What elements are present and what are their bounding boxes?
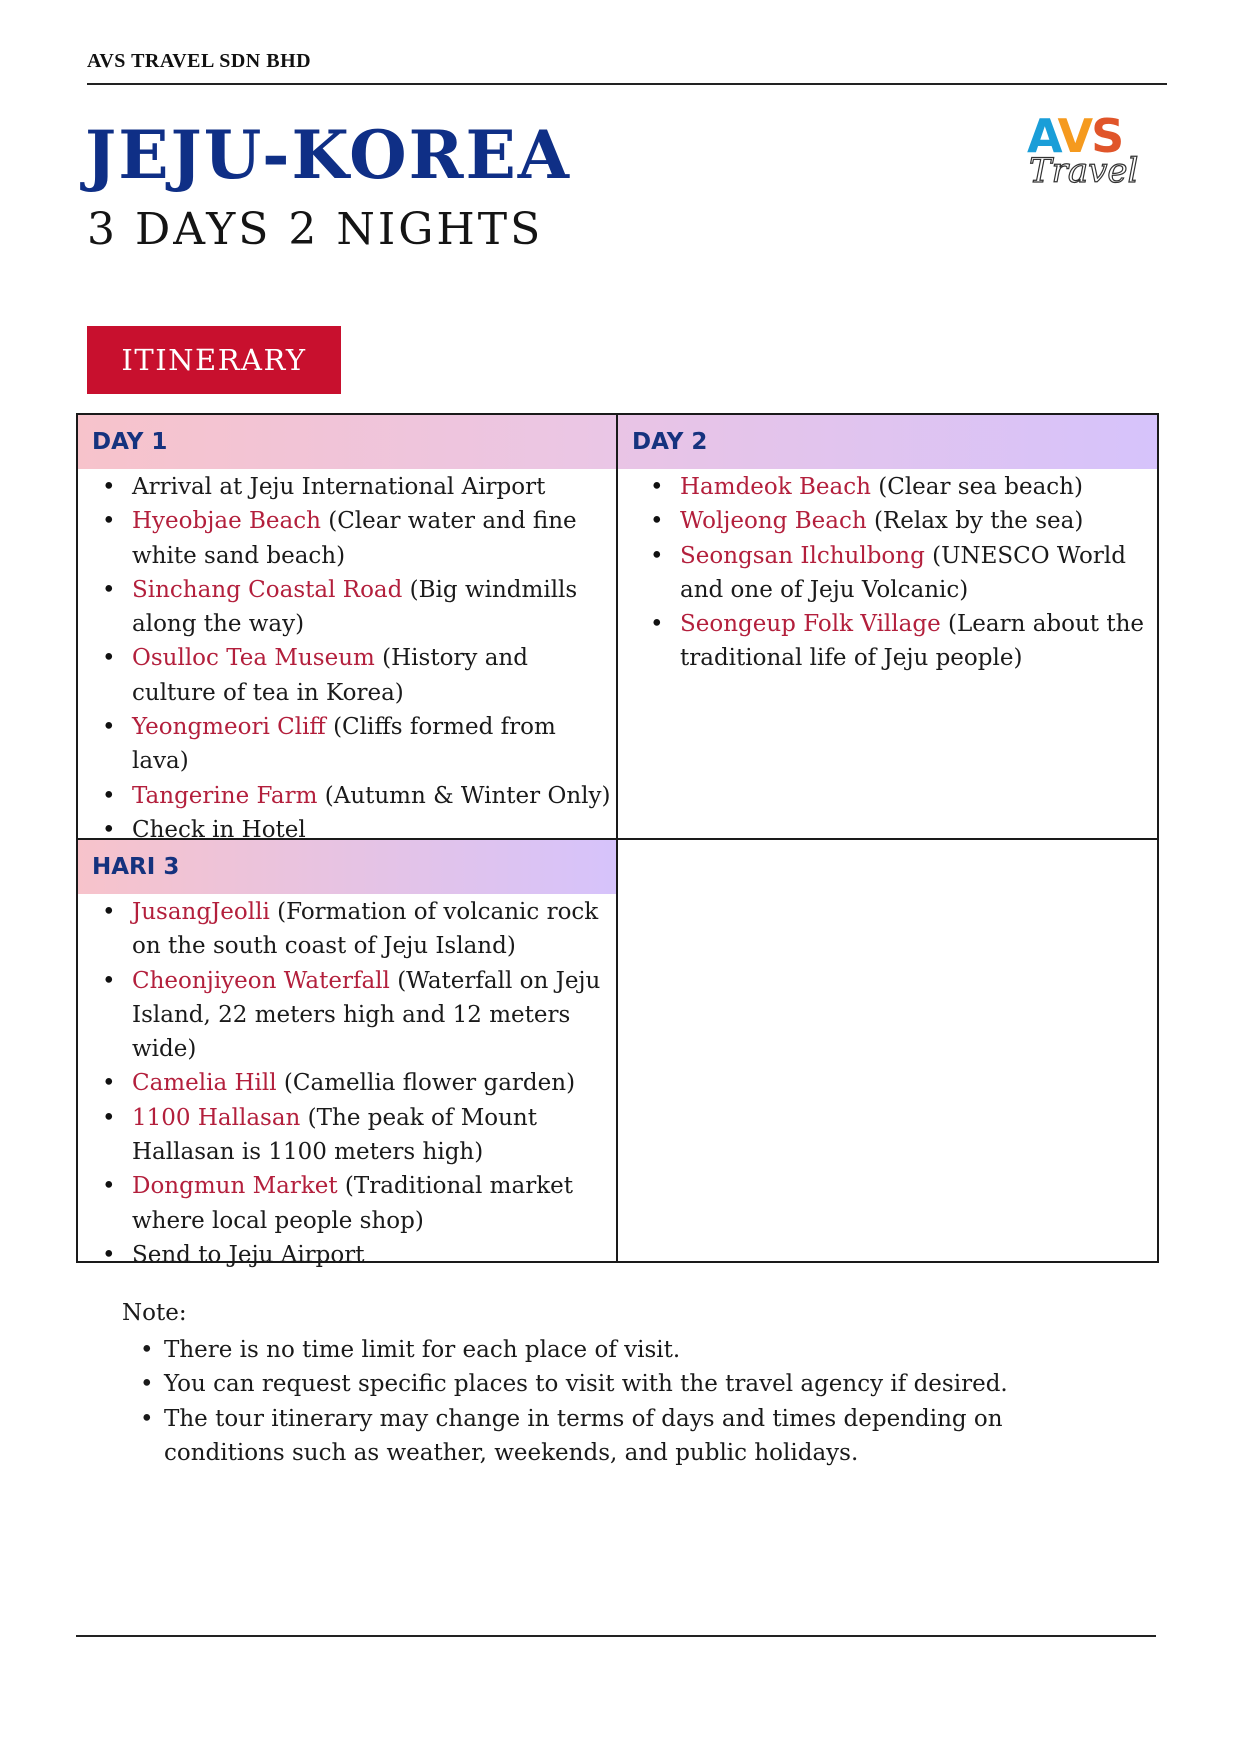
note-item: • The tour itinerary may change in terms of days and times depending on conditions such as weather, weekends, and public holidays. bbox=[140, 1402, 1100, 1471]
svg-text:AVS: AVS bbox=[1027, 110, 1123, 163]
day-1-heading: DAY 1 bbox=[78, 415, 616, 469]
list-item: • Seongsan Ilchulbong (UNESCO World and one of Jeju Volcanic) bbox=[640, 539, 1150, 608]
list-item: • Woljeong Beach (Relax by the sea) bbox=[640, 504, 1150, 538]
footer-divider bbox=[76, 1635, 1156, 1637]
list-item: • JusangJeolli (Formation of volcanic rock on the south coast of Jeju Island) bbox=[92, 895, 612, 964]
day-2-list bbox=[640, 470, 1150, 676]
day-1-list bbox=[92, 470, 612, 847]
note-item: • There is no time limit for each place of visit. bbox=[140, 1333, 1100, 1367]
company-name: AVS TRAVEL SDN BHD bbox=[87, 50, 312, 72]
svg-text:Travel: Travel bbox=[1029, 151, 1139, 190]
list-item: • Hyeobjae Beach (Clear water and fine white sand beach) bbox=[92, 504, 612, 573]
list-item: • 1100 Hallasan (The peak of Mount Hallasan is 1100 meters high) bbox=[92, 1101, 612, 1170]
list-item: • Camelia Hill (Camellia flower garden) bbox=[92, 1066, 612, 1100]
page-title: JEJU-KOREA bbox=[85, 116, 571, 194]
list-item: • Cheonjiyeon Waterfall (Waterfall on Jeju Island, 22 meters high and 12 meters wide) bbox=[92, 964, 612, 1067]
list-item: • Check in Hotel bbox=[92, 813, 612, 847]
list-item: • Send to Jeju Airport bbox=[92, 1238, 612, 1272]
avs-travel-logo bbox=[1025, 110, 1155, 190]
day-3-heading: HARI 3 bbox=[78, 840, 616, 894]
list-item: • Hamdeok Beach (Clear sea beach) bbox=[640, 470, 1150, 504]
note-item: • You can request specific places to visit with the travel agency if desired. bbox=[140, 1367, 1100, 1401]
itinerary-label: ITINERARY bbox=[87, 326, 341, 394]
list-item: • Osulloc Tea Museum (History and culture of tea in Korea) bbox=[92, 641, 612, 710]
page-subtitle: 3 DAYS 2 NIGHTS bbox=[87, 204, 544, 255]
list-item: • Tangerine Farm (Autumn & Winter Only) bbox=[92, 779, 612, 813]
note-label: Note: bbox=[122, 1300, 187, 1326]
list-item: • Arrival at Jeju International Airport bbox=[92, 470, 612, 504]
day-2-heading: DAY 2 bbox=[618, 415, 1157, 469]
list-item: • Dongmun Market (Traditional market where local people shop) bbox=[92, 1169, 612, 1238]
list-item: • Sinchang Coastal Road (Big windmills along the way) bbox=[92, 573, 612, 642]
day-3-list bbox=[92, 895, 612, 1272]
note-list bbox=[140, 1333, 1100, 1470]
header-divider bbox=[87, 83, 1167, 85]
list-item: • Seongeup Folk Village (Learn about the traditional life of Jeju people) bbox=[640, 607, 1150, 676]
list-item: • Yeongmeori Cliff (Cliffs formed from lava) bbox=[92, 710, 612, 779]
